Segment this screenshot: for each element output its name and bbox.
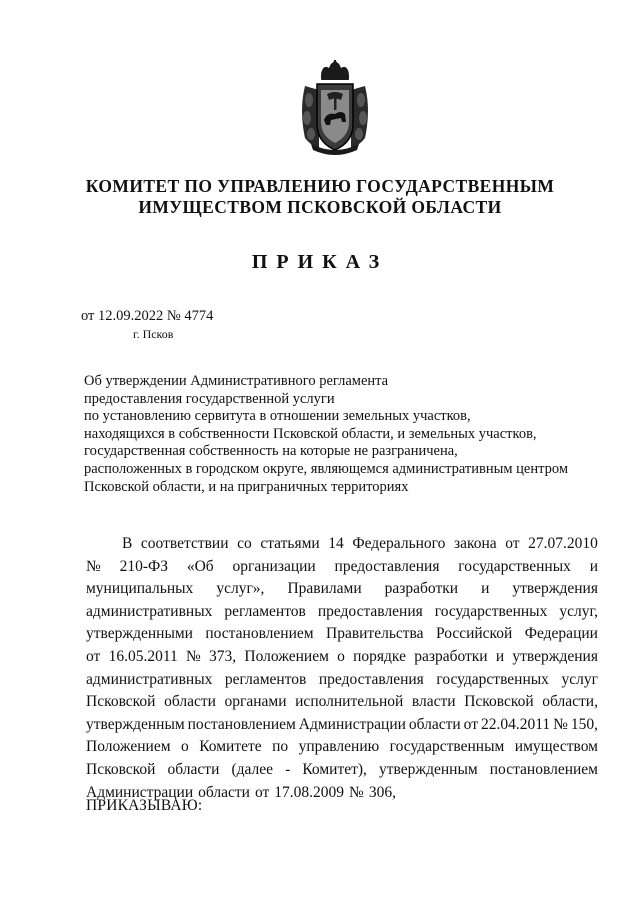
- body-word: «Об: [186, 557, 214, 575]
- body-word: о: [337, 647, 345, 665]
- body-word: Российской: [435, 625, 513, 643]
- body-word: разработки: [414, 647, 488, 665]
- body-word: соответствии: [140, 535, 229, 552]
- body-word: по: [272, 738, 289, 756]
- body-word: области: [167, 760, 220, 778]
- document-subject: [84, 373, 604, 496]
- body-word: предоставления: [318, 670, 424, 688]
- body-word: 150,: [570, 715, 598, 733]
- body-word: административных: [86, 602, 213, 620]
- body-line: [86, 578, 598, 601]
- document-city: г. Псков: [133, 327, 174, 341]
- body-word: утверждения: [512, 580, 598, 598]
- body-word: регламентов: [224, 602, 306, 620]
- body-word: 27.07.2010: [528, 535, 598, 552]
- subject-line: по установлению сервитута в отношении земельных участков,: [84, 408, 471, 425]
- body-word: (далее: [231, 760, 274, 778]
- body-word: и: [495, 647, 505, 665]
- body-word: области: [198, 783, 250, 801]
- body-line: [86, 669, 598, 692]
- body-word: области: [164, 693, 216, 711]
- body-word: 22.04.2011: [480, 715, 551, 733]
- subject-line: расположенных в городском округе, являющемся административным центром: [84, 460, 569, 477]
- order-directive: ПРИКАЗЫВАЮ:: [86, 797, 203, 814]
- body-line: [86, 736, 598, 759]
- body-word: от: [505, 535, 520, 552]
- body-word: управлению: [298, 738, 380, 756]
- body-word: -: [285, 760, 291, 778]
- body-word: 16.05.2011: [108, 647, 178, 665]
- body-word: услуг,: [559, 602, 598, 620]
- body-word: Положением: [86, 738, 171, 756]
- body-line: [86, 691, 598, 714]
- body-word: регламентов: [224, 670, 307, 688]
- body-word: предоставления: [317, 602, 423, 620]
- body-word: 306,: [368, 783, 396, 801]
- body-word: разработки: [384, 580, 459, 598]
- body-word: постановлением: [187, 715, 296, 733]
- body-word: имуществом: [514, 738, 598, 756]
- body-word: Федерации: [524, 625, 598, 643]
- body-word: органами: [224, 693, 287, 711]
- body-word: статьями: [260, 535, 320, 552]
- body-word: услуг»,: [216, 580, 265, 598]
- body-word: 373,: [209, 647, 237, 665]
- body-word: услуг: [561, 670, 598, 688]
- pskov-coat-of-arms-icon: [297, 60, 373, 156]
- body-word: Администрации: [86, 783, 194, 801]
- subject-line: находящихся в собственности Псковской области, и земельных участков,: [84, 425, 537, 442]
- body-word: №: [349, 783, 364, 801]
- subject-line: предоставления государственной услуги: [84, 390, 335, 407]
- body-word: утверждения: [512, 647, 598, 665]
- body-word: от: [86, 647, 101, 665]
- subject-line: Псковской области, и на приграничных территориях: [84, 478, 409, 495]
- body-word: организации: [232, 557, 316, 575]
- body-word: Положением: [244, 647, 329, 665]
- body-word: закона: [453, 535, 497, 552]
- body-word: от: [463, 715, 478, 733]
- body-word: исполнительной: [295, 693, 404, 711]
- body-line: [86, 601, 598, 624]
- body-word: предоставления: [334, 557, 440, 575]
- body-word: государственных: [458, 557, 571, 575]
- document-date-number: от 12.09.2022 № 4774: [81, 308, 214, 324]
- document-body: [86, 533, 598, 804]
- body-word: Правилами: [287, 580, 362, 598]
- body-word: области: [408, 715, 461, 733]
- body-word: утвержденными: [86, 625, 193, 643]
- body-line: [86, 714, 598, 737]
- body-word: государственных: [436, 670, 549, 688]
- subject-line: государственная собственность на которые не разграничена,: [84, 443, 458, 460]
- body-word: №: [553, 715, 568, 733]
- body-word: утвержденным: [86, 715, 185, 733]
- body-word: 17.08.2009: [274, 783, 345, 801]
- body-word: и: [481, 580, 490, 598]
- agency-name-line-1: КОМИТЕТ ПО УПРАВЛЕНИЮ ГОСУДАРСТВЕННЫМ: [85, 176, 555, 196]
- body-word: В: [122, 535, 133, 552]
- body-word: постановлением: [489, 760, 598, 778]
- body-word: со: [237, 535, 252, 552]
- body-word: Администрации: [298, 715, 406, 733]
- body-line: [86, 533, 598, 556]
- document-type-title: ПРИКАЗ: [251, 251, 389, 273]
- body-line: [86, 759, 598, 782]
- body-word: Комитет),: [302, 760, 367, 778]
- body-word: государственных: [434, 602, 548, 620]
- body-word: Правительства: [326, 625, 424, 643]
- body-word: 14: [328, 535, 344, 552]
- body-word: Псковской: [86, 693, 156, 711]
- subject-line: Об утверждении Административного регламента: [84, 373, 389, 389]
- body-word: государственным: [389, 738, 505, 756]
- body-word: Псковской: [86, 760, 156, 778]
- body-word: власти: [411, 693, 456, 711]
- body-word: №: [86, 557, 101, 575]
- agency-name-line-2: ИМУЩЕСТВОМ ПСКОВСКОЙ ОБЛАСТИ: [138, 197, 502, 217]
- body-word: муниципальных: [86, 580, 194, 598]
- body-word: порядке: [353, 647, 406, 665]
- body-word: области,: [542, 693, 598, 711]
- body-word: утвержденным: [379, 760, 478, 778]
- body-word: Псковской: [464, 693, 534, 711]
- body-line: [86, 556, 598, 579]
- body-word: и: [589, 557, 598, 575]
- body-line: [86, 623, 598, 646]
- agency-name: [60, 176, 580, 218]
- body-word: №: [185, 647, 201, 665]
- body-word: постановлением: [205, 625, 314, 643]
- body-line: [86, 646, 598, 669]
- body-word: Комитете: [199, 738, 262, 756]
- body-word: Федерального: [352, 535, 446, 552]
- body-word: административных: [86, 670, 213, 688]
- body-word: от: [254, 783, 270, 801]
- body-word: о: [180, 738, 189, 756]
- body-word: 210-ФЗ: [119, 557, 169, 575]
